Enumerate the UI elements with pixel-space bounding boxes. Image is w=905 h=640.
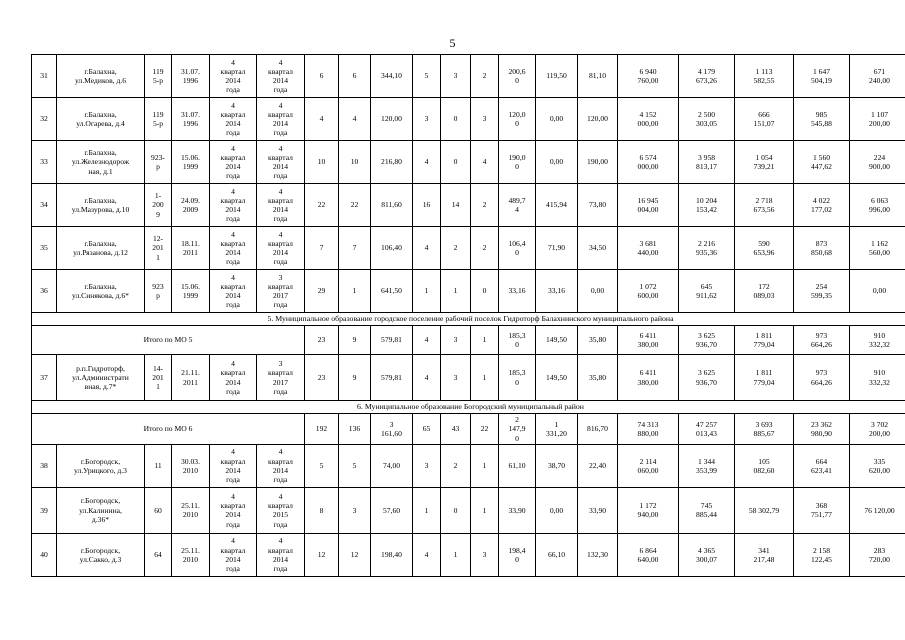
cell-c13: 185,3 0 bbox=[499, 355, 536, 401]
cell-c8: 5 bbox=[339, 444, 371, 487]
cell-c7: 7 bbox=[305, 227, 339, 270]
section-heading-row bbox=[32, 401, 905, 414]
cell-c13: 2 147,9 0 bbox=[499, 414, 536, 445]
cell-c9: 641,50 bbox=[371, 270, 413, 313]
cell-c12: 1 bbox=[471, 326, 499, 355]
cell-c15: 33,90 bbox=[578, 487, 618, 533]
cell-c17: 2 500 303,05 bbox=[679, 98, 735, 141]
cell-c10: 1 bbox=[413, 487, 441, 533]
cell-address: г.Богородск, ул.Урицкого, д.3 bbox=[57, 444, 145, 487]
cell-c13: 198,4 0 bbox=[499, 533, 536, 576]
section-heading: 5. Муниципальное образование городское поселение рабочий поселок Гидроторф Балахнинского муниципального района bbox=[32, 313, 905, 326]
cell-c14: 149,50 bbox=[536, 355, 578, 401]
table-row bbox=[32, 487, 905, 533]
cell-row-number: 39 bbox=[32, 487, 57, 533]
cell-c17: 10 204 153,42 bbox=[679, 184, 735, 227]
cell-c9: 106,40 bbox=[371, 227, 413, 270]
cell-row-number: 37 bbox=[32, 355, 57, 401]
cell-c14: 0,00 bbox=[536, 98, 578, 141]
cell-document-date: 31.07. 1996 bbox=[172, 55, 210, 98]
cell-planned-date: 4 квартал 2014 года bbox=[210, 98, 257, 141]
cell-c15: 34,50 bbox=[578, 227, 618, 270]
cell-c7: 29 bbox=[305, 270, 339, 313]
cell-c9: 3 161,60 bbox=[371, 414, 413, 445]
table-row bbox=[32, 227, 905, 270]
subtotal-label: Итого по МО 6 bbox=[32, 414, 305, 445]
cell-c11: 0 bbox=[441, 487, 471, 533]
cell-c20: 671 240,00 bbox=[850, 55, 905, 98]
cell-c9: 579,81 bbox=[371, 355, 413, 401]
table-row bbox=[32, 533, 905, 576]
cell-c14: 119,50 bbox=[536, 55, 578, 98]
cell-row-number: 36 bbox=[32, 270, 57, 313]
cell-c17: 4 179 673,26 bbox=[679, 55, 735, 98]
cell-c11: 0 bbox=[441, 141, 471, 184]
cell-document-number: 60 bbox=[145, 487, 172, 533]
cell-c13: 200,6 0 bbox=[499, 55, 536, 98]
cell-c18: 1 811 779,04 bbox=[735, 326, 794, 355]
cell-actual-date: 4 квартал 2015 года bbox=[257, 487, 305, 533]
cell-c18: 590 653,96 bbox=[735, 227, 794, 270]
cell-c8: 9 bbox=[339, 355, 371, 401]
cell-c20: 76 120,00 bbox=[850, 487, 905, 533]
cell-c12: 3 bbox=[471, 98, 499, 141]
cell-c10: 4 bbox=[413, 533, 441, 576]
cell-c12: 0 bbox=[471, 270, 499, 313]
cell-planned-date: 4 квартал 2014 года bbox=[210, 270, 257, 313]
cell-c19: 1 560 447,62 bbox=[794, 141, 850, 184]
cell-c10: 4 bbox=[413, 326, 441, 355]
cell-c14: 1 331,20 bbox=[536, 414, 578, 445]
housing-resettlement-table bbox=[31, 54, 905, 577]
table-row bbox=[32, 355, 905, 401]
cell-c11: 3 bbox=[441, 355, 471, 401]
cell-c19: 254 599,35 bbox=[794, 270, 850, 313]
cell-c10: 4 bbox=[413, 355, 441, 401]
cell-planned-date: 4 квартал 2014 года bbox=[210, 487, 257, 533]
cell-row-number: 32 bbox=[32, 98, 57, 141]
cell-c16: 74 313 880,00 bbox=[618, 414, 679, 445]
cell-document-date: 24.09. 2009 bbox=[172, 184, 210, 227]
cell-c16: 6 940 760,00 bbox=[618, 55, 679, 98]
section-heading-row bbox=[32, 313, 905, 326]
cell-address: г.Балахна, ул.Медиков, д.6 bbox=[57, 55, 145, 98]
cell-c10: 65 bbox=[413, 414, 441, 445]
cell-address: р.п.Гидроторф, ул.Администрати вная, д.7* bbox=[57, 355, 145, 401]
table-row bbox=[32, 55, 905, 98]
cell-document-date: 31.07. 1996 bbox=[172, 98, 210, 141]
cell-c18: 1 054 739,21 bbox=[735, 141, 794, 184]
cell-row-number: 40 bbox=[32, 533, 57, 576]
cell-c10: 4 bbox=[413, 227, 441, 270]
cell-actual-date: 3 квартал 2017 года bbox=[257, 270, 305, 313]
cell-actual-date: 4 квартал 2014 года bbox=[257, 444, 305, 487]
cell-c10: 3 bbox=[413, 98, 441, 141]
cell-address: г.Богородск, ул.Сакко, д.3 bbox=[57, 533, 145, 576]
cell-c17: 47 257 013,43 bbox=[679, 414, 735, 445]
cell-c15: 35,80 bbox=[578, 355, 618, 401]
cell-c12: 2 bbox=[471, 184, 499, 227]
cell-c20: 910 332,32 bbox=[850, 355, 905, 401]
cell-c18: 1 811 779,04 bbox=[735, 355, 794, 401]
cell-document-number: 14- 201 1 bbox=[145, 355, 172, 401]
cell-c17: 645 911,62 bbox=[679, 270, 735, 313]
cell-actual-date: 4 квартал 2014 года bbox=[257, 98, 305, 141]
cell-c15: 120,00 bbox=[578, 98, 618, 141]
cell-c19: 2 158 122,45 bbox=[794, 533, 850, 576]
cell-c8: 12 bbox=[339, 533, 371, 576]
cell-c15: 132,30 bbox=[578, 533, 618, 576]
cell-c20: 6 063 996,00 bbox=[850, 184, 905, 227]
cell-planned-date: 4 квартал 2014 года bbox=[210, 533, 257, 576]
cell-row-number: 38 bbox=[32, 444, 57, 487]
cell-c13: 120,0 0 bbox=[499, 98, 536, 141]
cell-c20: 3 702 200,00 bbox=[850, 414, 905, 445]
cell-document-date: 25.11. 2010 bbox=[172, 533, 210, 576]
cell-planned-date: 4 квартал 2014 года bbox=[210, 227, 257, 270]
cell-actual-date: 4 квартал 2014 года bbox=[257, 227, 305, 270]
cell-c16: 3 681 440,00 bbox=[618, 227, 679, 270]
cell-c12: 22 bbox=[471, 414, 499, 445]
cell-c7: 6 bbox=[305, 55, 339, 98]
subtotal-label: Итого по МО 5 bbox=[32, 326, 305, 355]
cell-c16: 6 574 000,00 bbox=[618, 141, 679, 184]
cell-document-number: 11 bbox=[145, 444, 172, 487]
cell-c19: 873 850,68 bbox=[794, 227, 850, 270]
table-row bbox=[32, 98, 905, 141]
cell-c13: 185,3 0 bbox=[499, 326, 536, 355]
cell-c9: 57,60 bbox=[371, 487, 413, 533]
cell-row-number: 33 bbox=[32, 141, 57, 184]
cell-c8: 4 bbox=[339, 98, 371, 141]
cell-c17: 4 365 300,07 bbox=[679, 533, 735, 576]
cell-c8: 10 bbox=[339, 141, 371, 184]
cell-actual-date: 4 квартал 2014 года bbox=[257, 533, 305, 576]
cell-c10: 3 bbox=[413, 444, 441, 487]
subtotal-row bbox=[32, 414, 905, 445]
cell-c12: 2 bbox=[471, 227, 499, 270]
cell-actual-date: 4 квартал 2014 года bbox=[257, 55, 305, 98]
table-row bbox=[32, 141, 905, 184]
cell-c7: 5 bbox=[305, 444, 339, 487]
cell-c12: 1 bbox=[471, 487, 499, 533]
cell-c15: 73,80 bbox=[578, 184, 618, 227]
cell-c19: 985 545,88 bbox=[794, 98, 850, 141]
cell-row-number: 35 bbox=[32, 227, 57, 270]
cell-c20: 224 900,00 bbox=[850, 141, 905, 184]
cell-c10: 5 bbox=[413, 55, 441, 98]
cell-address: г.Балахна, ул.Рязанова, д.12 bbox=[57, 227, 145, 270]
cell-document-number: 12- 201 1 bbox=[145, 227, 172, 270]
cell-c20: 910 332,32 bbox=[850, 326, 905, 355]
cell-c12: 1 bbox=[471, 444, 499, 487]
cell-address: г.Балахна, ул.Мазурова, д.10 bbox=[57, 184, 145, 227]
cell-c11: 1 bbox=[441, 270, 471, 313]
cell-c9: 198,40 bbox=[371, 533, 413, 576]
cell-c8: 7 bbox=[339, 227, 371, 270]
cell-c16: 1 072 600,00 bbox=[618, 270, 679, 313]
cell-c11: 2 bbox=[441, 227, 471, 270]
cell-document-date: 21.11. 2011 bbox=[172, 355, 210, 401]
cell-document-number: 119 5-р bbox=[145, 55, 172, 98]
cell-actual-date: 4 квартал 2014 года bbox=[257, 141, 305, 184]
cell-c14: 415,94 bbox=[536, 184, 578, 227]
cell-c17: 3 625 936,70 bbox=[679, 326, 735, 355]
cell-c11: 2 bbox=[441, 444, 471, 487]
cell-c8: 22 bbox=[339, 184, 371, 227]
cell-c7: 10 bbox=[305, 141, 339, 184]
cell-document-number: 923 р bbox=[145, 270, 172, 313]
cell-address: г.Балахна, ул.Синякова, д.6* bbox=[57, 270, 145, 313]
cell-document-date: 30.03. 2010 bbox=[172, 444, 210, 487]
cell-c7: 22 bbox=[305, 184, 339, 227]
cell-c19: 4 022 177,02 bbox=[794, 184, 850, 227]
cell-planned-date: 4 квартал 2014 года bbox=[210, 141, 257, 184]
cell-c15: 81,10 bbox=[578, 55, 618, 98]
cell-c11: 14 bbox=[441, 184, 471, 227]
cell-planned-date: 4 квартал 2014 года bbox=[210, 184, 257, 227]
cell-c7: 12 bbox=[305, 533, 339, 576]
cell-c12: 4 bbox=[471, 141, 499, 184]
cell-c17: 3 958 813,17 bbox=[679, 141, 735, 184]
cell-c13: 33,16 bbox=[499, 270, 536, 313]
cell-c13: 33,90 bbox=[499, 487, 536, 533]
cell-c19: 664 623,41 bbox=[794, 444, 850, 487]
cell-c16: 1 172 940,00 bbox=[618, 487, 679, 533]
cell-c16: 6 411 380,00 bbox=[618, 326, 679, 355]
cell-c17: 3 625 936,70 bbox=[679, 355, 735, 401]
cell-c10: 16 bbox=[413, 184, 441, 227]
cell-c16: 6 411 380,00 bbox=[618, 355, 679, 401]
cell-c7: 23 bbox=[305, 355, 339, 401]
cell-c16: 6 864 640,00 bbox=[618, 533, 679, 576]
cell-planned-date: 4 квартал 2014 года bbox=[210, 355, 257, 401]
cell-document-number: 1- 200 9 bbox=[145, 184, 172, 227]
cell-c17: 2 216 935,36 bbox=[679, 227, 735, 270]
cell-c18: 666 151,07 bbox=[735, 98, 794, 141]
cell-c14: 0,00 bbox=[536, 487, 578, 533]
cell-c9: 216,80 bbox=[371, 141, 413, 184]
cell-c9: 120,00 bbox=[371, 98, 413, 141]
cell-c7: 192 bbox=[305, 414, 339, 445]
cell-c15: 0,00 bbox=[578, 270, 618, 313]
cell-c16: 16 945 004,00 bbox=[618, 184, 679, 227]
cell-c14: 149,50 bbox=[536, 326, 578, 355]
cell-actual-date: 4 квартал 2014 года bbox=[257, 184, 305, 227]
cell-c13: 190,0 0 bbox=[499, 141, 536, 184]
table-row bbox=[32, 270, 905, 313]
cell-c12: 1 bbox=[471, 355, 499, 401]
subtotal-row bbox=[32, 326, 905, 355]
cell-document-date: 18.11. 2011 bbox=[172, 227, 210, 270]
cell-c7: 8 bbox=[305, 487, 339, 533]
cell-c13: 61,10 bbox=[499, 444, 536, 487]
cell-c9: 579,81 bbox=[371, 326, 413, 355]
cell-c10: 1 bbox=[413, 270, 441, 313]
cell-c8: 6 bbox=[339, 55, 371, 98]
cell-c18: 341 217,48 bbox=[735, 533, 794, 576]
cell-c9: 344,10 bbox=[371, 55, 413, 98]
cell-c20: 0,00 bbox=[850, 270, 905, 313]
cell-c20: 1 107 200,00 bbox=[850, 98, 905, 141]
cell-c18: 105 082,60 bbox=[735, 444, 794, 487]
cell-document-number: 64 bbox=[145, 533, 172, 576]
cell-c15: 816,70 bbox=[578, 414, 618, 445]
cell-c14: 0,00 bbox=[536, 141, 578, 184]
cell-c13: 106,4 0 bbox=[499, 227, 536, 270]
table-row bbox=[32, 444, 905, 487]
cell-c14: 38,70 bbox=[536, 444, 578, 487]
cell-c7: 4 bbox=[305, 98, 339, 141]
cell-c20: 335 620,00 bbox=[850, 444, 905, 487]
cell-c19: 973 664,26 bbox=[794, 355, 850, 401]
cell-c18: 2 718 673,56 bbox=[735, 184, 794, 227]
cell-address: г.Балахна, ул.Железнодорож ная, д.1 bbox=[57, 141, 145, 184]
cell-c8: 3 bbox=[339, 487, 371, 533]
cell-c7: 23 bbox=[305, 326, 339, 355]
cell-c17: 1 344 353,99 bbox=[679, 444, 735, 487]
cell-c9: 74,00 bbox=[371, 444, 413, 487]
cell-document-date: 15.06. 1999 bbox=[172, 141, 210, 184]
cell-c19: 23 362 980,90 bbox=[794, 414, 850, 445]
cell-c8: 1 bbox=[339, 270, 371, 313]
cell-c11: 3 bbox=[441, 326, 471, 355]
cell-c11: 43 bbox=[441, 414, 471, 445]
table-row bbox=[32, 184, 905, 227]
cell-c20: 1 162 560,00 bbox=[850, 227, 905, 270]
cell-c18: 172 089,03 bbox=[735, 270, 794, 313]
cell-c14: 66,10 bbox=[536, 533, 578, 576]
cell-c11: 1 bbox=[441, 533, 471, 576]
cell-document-date: 15.06. 1999 bbox=[172, 270, 210, 313]
cell-row-number: 34 bbox=[32, 184, 57, 227]
cell-c16: 2 114 060,00 bbox=[618, 444, 679, 487]
cell-c12: 2 bbox=[471, 55, 499, 98]
cell-c16: 4 152 000,00 bbox=[618, 98, 679, 141]
cell-c11: 0 bbox=[441, 98, 471, 141]
cell-c11: 3 bbox=[441, 55, 471, 98]
cell-address: г.Богородск, ул.Калинина, д.36* bbox=[57, 487, 145, 533]
cell-planned-date: 4 квартал 2014 года bbox=[210, 55, 257, 98]
page-number: 5 bbox=[449, 36, 456, 50]
cell-c10: 4 bbox=[413, 141, 441, 184]
cell-c8: 9 bbox=[339, 326, 371, 355]
cell-c15: 190,00 bbox=[578, 141, 618, 184]
cell-c8: 136 bbox=[339, 414, 371, 445]
section-heading: 6. Муниципальное образование Богородский муниципальный район bbox=[32, 401, 905, 414]
cell-planned-date: 4 квартал 2014 года bbox=[210, 444, 257, 487]
cell-c15: 35,80 bbox=[578, 326, 618, 355]
cell-c19: 973 664,26 bbox=[794, 326, 850, 355]
cell-c19: 1 647 504,19 bbox=[794, 55, 850, 98]
cell-c17: 745 885,44 bbox=[679, 487, 735, 533]
cell-row-number: 31 bbox=[32, 55, 57, 98]
cell-document-number: 119 5-р bbox=[145, 98, 172, 141]
cell-c14: 33,16 bbox=[536, 270, 578, 313]
cell-document-date: 25.11. 2010 bbox=[172, 487, 210, 533]
cell-address: г.Балахна, ул.Огарева, д.4 bbox=[57, 98, 145, 141]
cell-c18: 58 302,79 bbox=[735, 487, 794, 533]
cell-c20: 283 720,00 bbox=[850, 533, 905, 576]
cell-actual-date: 3 квартал 2017 года bbox=[257, 355, 305, 401]
cell-c13: 489,7 4 bbox=[499, 184, 536, 227]
cell-c12: 3 bbox=[471, 533, 499, 576]
cell-c9: 811,60 bbox=[371, 184, 413, 227]
cell-c18: 1 113 582,55 bbox=[735, 55, 794, 98]
cell-c15: 22,40 bbox=[578, 444, 618, 487]
cell-c18: 3 693 885,67 bbox=[735, 414, 794, 445]
cell-c14: 71,90 bbox=[536, 227, 578, 270]
cell-document-number: 923- р bbox=[145, 141, 172, 184]
cell-c19: 368 751,77 bbox=[794, 487, 850, 533]
